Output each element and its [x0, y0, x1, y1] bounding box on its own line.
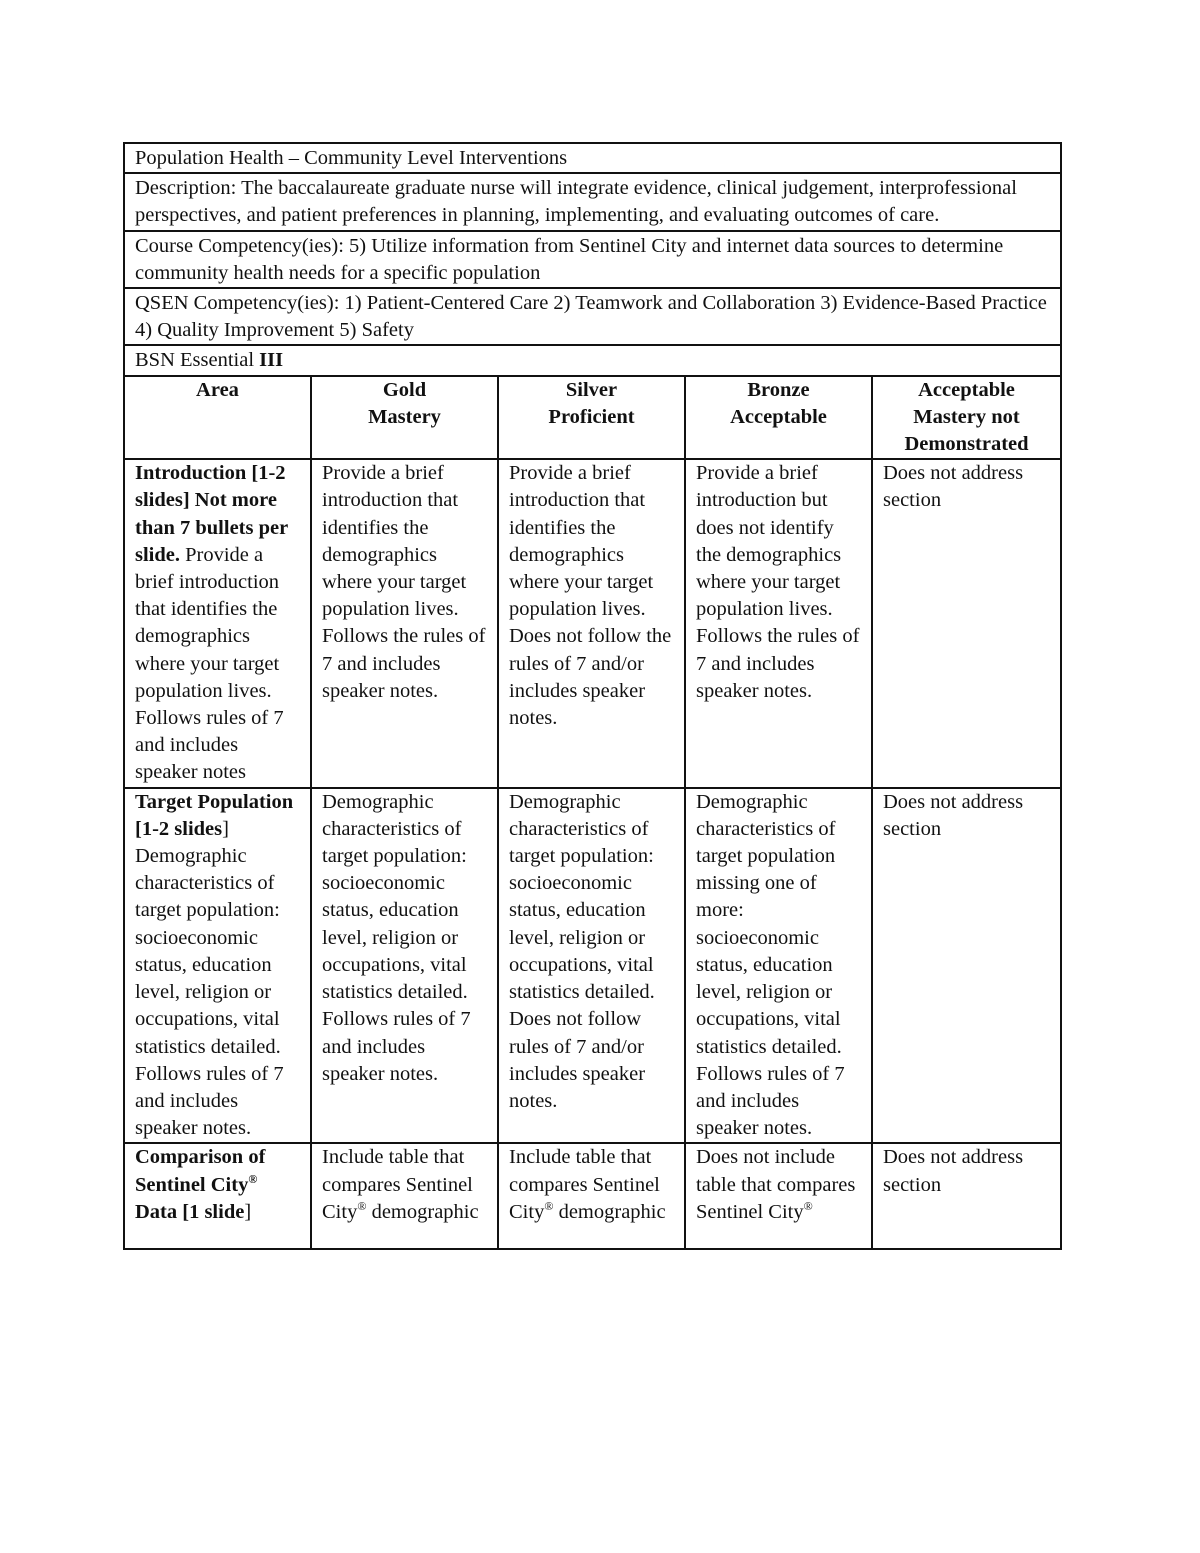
course-competency-row — [124, 231, 1061, 288]
header-silver-sublabel: Proficient — [548, 405, 635, 428]
bronze-cell-comparison — [685, 1143, 872, 1249]
qsen-competency-text: QSEN Competency(ies): 1) Patient-Centered Care 2) Teamwork and Collaboration 3) Evidence-Based Practice 4) Quality Improvement 5) Safety — [124, 288, 1061, 345]
area-cell-target-population — [124, 788, 311, 1144]
registered-mark: ® — [357, 1198, 367, 1213]
acceptable-text-comparison: Does not address section — [883, 1146, 1024, 1196]
description-text: Description: The baccalaureate graduate nurse will integrate evidence, clinical judgement, interprofessional perspectives, and patient preferences in planning, implementing, and evaluating outcomes of care. — [124, 173, 1061, 230]
header-acceptable-label: Acceptable — [918, 378, 1015, 401]
area-title-bracket-comparison: ] — [244, 1200, 252, 1223]
acceptable-cell-target-population: Does not address section — [872, 788, 1061, 1144]
header-bronze-sublabel: Acceptable — [730, 405, 827, 428]
registered-mark: ® — [803, 1198, 813, 1213]
header-bronze-label: Bronze — [747, 378, 810, 401]
silver-text-comparison-end: demographic — [553, 1200, 666, 1223]
bsn-essential-row — [124, 345, 1061, 375]
acceptable-cell-comparison — [872, 1143, 1061, 1249]
area-title-comparison-slides: Data [1 slide — [135, 1200, 245, 1223]
bsn-essential-value: III — [259, 349, 284, 372]
gold-cell-introduction: Provide a brief introduction that identifies the demographics where your target population lives. Follows the rules of 7 and includes speaker notes. — [311, 459, 498, 787]
header-gold-label: Gold — [382, 378, 427, 401]
table-row-comparison — [124, 1143, 1061, 1249]
table-row-target-population — [124, 788, 1061, 1144]
silver-cell-target-population: Demographic characteristics of target population: socioeconomic status, education level, religion or occupations, vital statistics detailed. Does not follow rules of 7 and/or includes speaker notes. — [498, 788, 685, 1144]
area-text-introduction: Provide a brief introduction that identifies the demographics where your target population lives. Follows rules of 7 and includes speaker notes — [135, 543, 284, 784]
bronze-cell-target-population: Demographic characteristics of target population missing one of more: socioeconomic status, education level, religion or occupations, vital statistics detailed. Follows rules of 7 and includes speaker notes. — [685, 788, 872, 1144]
title-row — [124, 143, 1061, 173]
header-acceptable-sublabel: Mastery not — [913, 405, 1020, 428]
area-title-bracket-target-population: ] — [222, 817, 229, 840]
header-row — [124, 376, 1061, 460]
area-cell-introduction — [124, 459, 311, 787]
course-competency-text: Course Competency(ies): 5) Utilize information from Sentinel City and internet data sources to determine community health needs for a specific population — [124, 231, 1061, 288]
bronze-text-comparison: Does not include table that compares Sentinel City — [696, 1146, 856, 1223]
header-acceptable — [872, 376, 1061, 460]
gold-text-comparison-end: demographic — [366, 1200, 479, 1223]
rubric-table — [123, 142, 1062, 1250]
header-gold — [311, 376, 498, 460]
header-acceptable-sublabel-2: Demonstrated — [904, 433, 1029, 456]
description-row — [124, 173, 1061, 230]
rubric-title: Population Health – Community Level Interventions — [124, 143, 1061, 173]
header-area — [124, 376, 311, 460]
header-gold-sublabel: Mastery — [368, 405, 441, 428]
area-text-target-population: Demographic characteristics of target population: socioeconomic status, education level, religion or occupations, vital statistics detailed. Follows rules of 7 and includes speaker notes. — [135, 845, 284, 1140]
qsen-competency-row — [124, 288, 1061, 345]
silver-text-comparison: Include table that compares Sentinel City — [509, 1146, 660, 1223]
bsn-essential-label: BSN Essential — [135, 349, 260, 372]
table-row-introduction — [124, 459, 1061, 787]
gold-cell-comparison — [311, 1143, 498, 1249]
area-title-introduction: Introduction [1-2 slides] Not more than 7 bullets per slide. — [135, 462, 288, 566]
acceptable-cell-introduction: Does not address section — [872, 459, 1061, 787]
bsn-essential-cell — [124, 345, 1061, 375]
registered-mark: ® — [248, 1171, 258, 1186]
silver-cell-comparison — [498, 1143, 685, 1249]
area-title-comparison-text: Comparison of Sentinel City — [135, 1146, 266, 1196]
header-silver-label: Silver — [565, 378, 618, 401]
header-bronze — [685, 376, 872, 460]
gold-text-comparison: Include table that compares Sentinel City — [322, 1146, 473, 1223]
silver-cell-introduction: Provide a brief introduction that identifies the demographics where your target population lives. Does not follow the rules of 7 and/or includes speaker notes. — [498, 459, 685, 787]
gold-cell-target-population: Demographic characteristics of target population: socioeconomic status, education level, religion or occupations, vital statistics detailed. Follows rules of 7 and includes speaker notes. — [311, 788, 498, 1144]
area-cell-comparison — [124, 1143, 311, 1249]
header-silver — [498, 376, 685, 460]
bronze-cell-introduction: Provide a brief introduction but does not identify the demographics where your target population lives. Follows the rules of 7 and includes speaker notes. — [685, 459, 872, 787]
registered-mark: ® — [544, 1198, 554, 1213]
header-area-label: Area — [196, 378, 239, 401]
area-title-target-population: Target Population [1-2 slides — [135, 790, 294, 840]
